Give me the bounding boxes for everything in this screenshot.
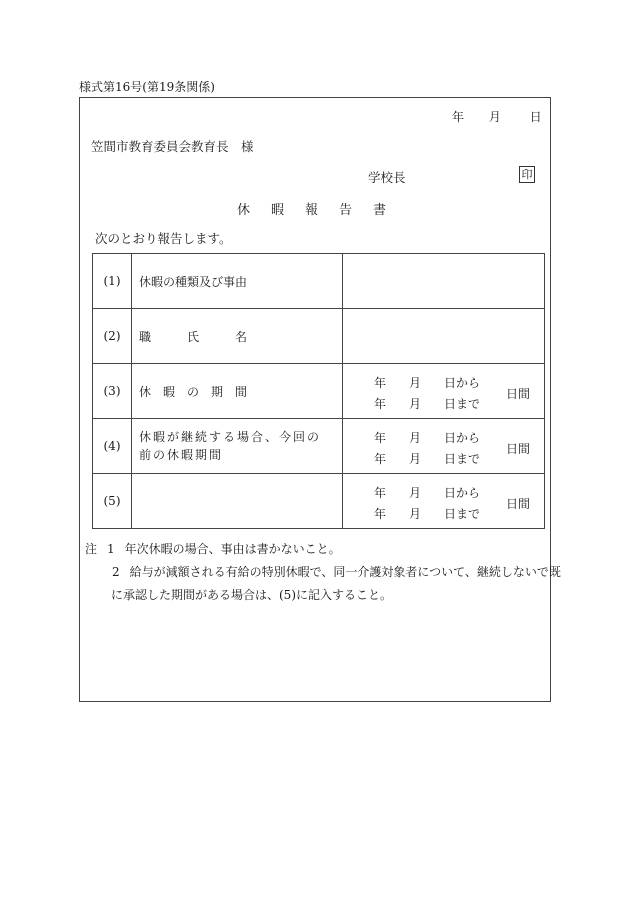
from-label: 日から [444, 431, 481, 445]
addressee: 笠間市教育委員会教育長 様 [91, 139, 254, 154]
title-char: 暇 [271, 203, 285, 218]
row-number: (4) [93, 419, 132, 474]
from-label: 日から [444, 376, 481, 390]
note-text: 年次休暇の場合、事由は書かないこと。 [124, 542, 341, 556]
notes-prefix: 注 [85, 542, 98, 556]
notes [85, 538, 561, 607]
date-line [452, 108, 542, 125]
intro-text: 次のとおり報告します。 [95, 231, 232, 246]
note-2-continued [85, 584, 561, 607]
year-label: 年 [374, 431, 387, 445]
until-label: 日まで [444, 452, 481, 466]
year-label: 年 [374, 486, 387, 500]
row-label [132, 364, 343, 419]
row-label [132, 419, 343, 474]
value-cell[interactable] [343, 309, 545, 364]
table-row [93, 364, 545, 419]
year-label: 年 [374, 376, 387, 390]
title-char: 告 [339, 203, 353, 218]
period-cell[interactable] [343, 419, 545, 474]
row-label-text: 休暇が継続する場合、今回の前の休暇期間 [139, 430, 322, 462]
date-year: 年 [452, 110, 465, 124]
label-char: 間 [235, 384, 248, 399]
table-row [93, 474, 545, 529]
leave-report-table [92, 253, 545, 529]
month-label: 月 [409, 507, 422, 521]
until-label: 日まで [444, 397, 481, 411]
year-label: 年 [374, 507, 387, 521]
days-label: 日間 [506, 497, 531, 511]
label-char: 職 [139, 329, 152, 344]
month-label: 月 [409, 452, 422, 466]
month-label: 月 [409, 376, 422, 390]
row-label [132, 309, 343, 364]
title-char: 休 [237, 203, 251, 218]
row-label: 休暇の種類及び事由 [132, 254, 343, 309]
month-label: 月 [409, 431, 422, 445]
period-cell[interactable] [343, 474, 545, 529]
label-char: 氏 [187, 329, 200, 344]
month-label: 月 [409, 397, 422, 411]
label-char: 期 [211, 384, 224, 399]
date-day: 日 [529, 110, 542, 124]
table-row [93, 419, 545, 474]
year-label: 年 [374, 452, 387, 466]
table-row [93, 309, 545, 364]
label-char: の [187, 384, 200, 399]
title-char: 書 [373, 203, 387, 218]
note-2 [85, 561, 561, 584]
table-row [93, 254, 545, 309]
row-number: (1) [93, 254, 132, 309]
days-label: 日間 [506, 387, 531, 401]
year-label: 年 [374, 397, 387, 411]
note-number: 2 [112, 565, 120, 579]
row-label[interactable] [132, 474, 343, 529]
label-char: 名 [235, 329, 248, 344]
note-number: 1 [107, 542, 115, 556]
form-label: 様式第16号(第19条関係) [79, 80, 215, 94]
seal-box: 印 [519, 166, 535, 183]
document-title [237, 199, 407, 218]
row-number: (3) [93, 364, 132, 419]
note-text: 給与が減額される有給の特別休暇で、同一介護対象者について、継続しないで既 [129, 565, 561, 579]
label-char: 暇 [163, 384, 176, 399]
principal-label: 学校長 [368, 170, 406, 185]
period-cell[interactable] [343, 364, 545, 419]
label-char: 休 [139, 384, 152, 399]
days-label: 日間 [506, 442, 531, 456]
title-char: 報 [305, 203, 319, 218]
note-text: に承認した期間がある場合は、(5)に記入すること。 [111, 588, 393, 602]
month-label: 月 [409, 486, 422, 500]
value-cell[interactable] [343, 254, 545, 309]
note-1 [85, 538, 561, 561]
until-label: 日まで [444, 507, 481, 521]
row-number: (5) [93, 474, 132, 529]
date-month: 月 [488, 110, 501, 124]
row-number: (2) [93, 309, 132, 364]
from-label: 日から [444, 486, 481, 500]
